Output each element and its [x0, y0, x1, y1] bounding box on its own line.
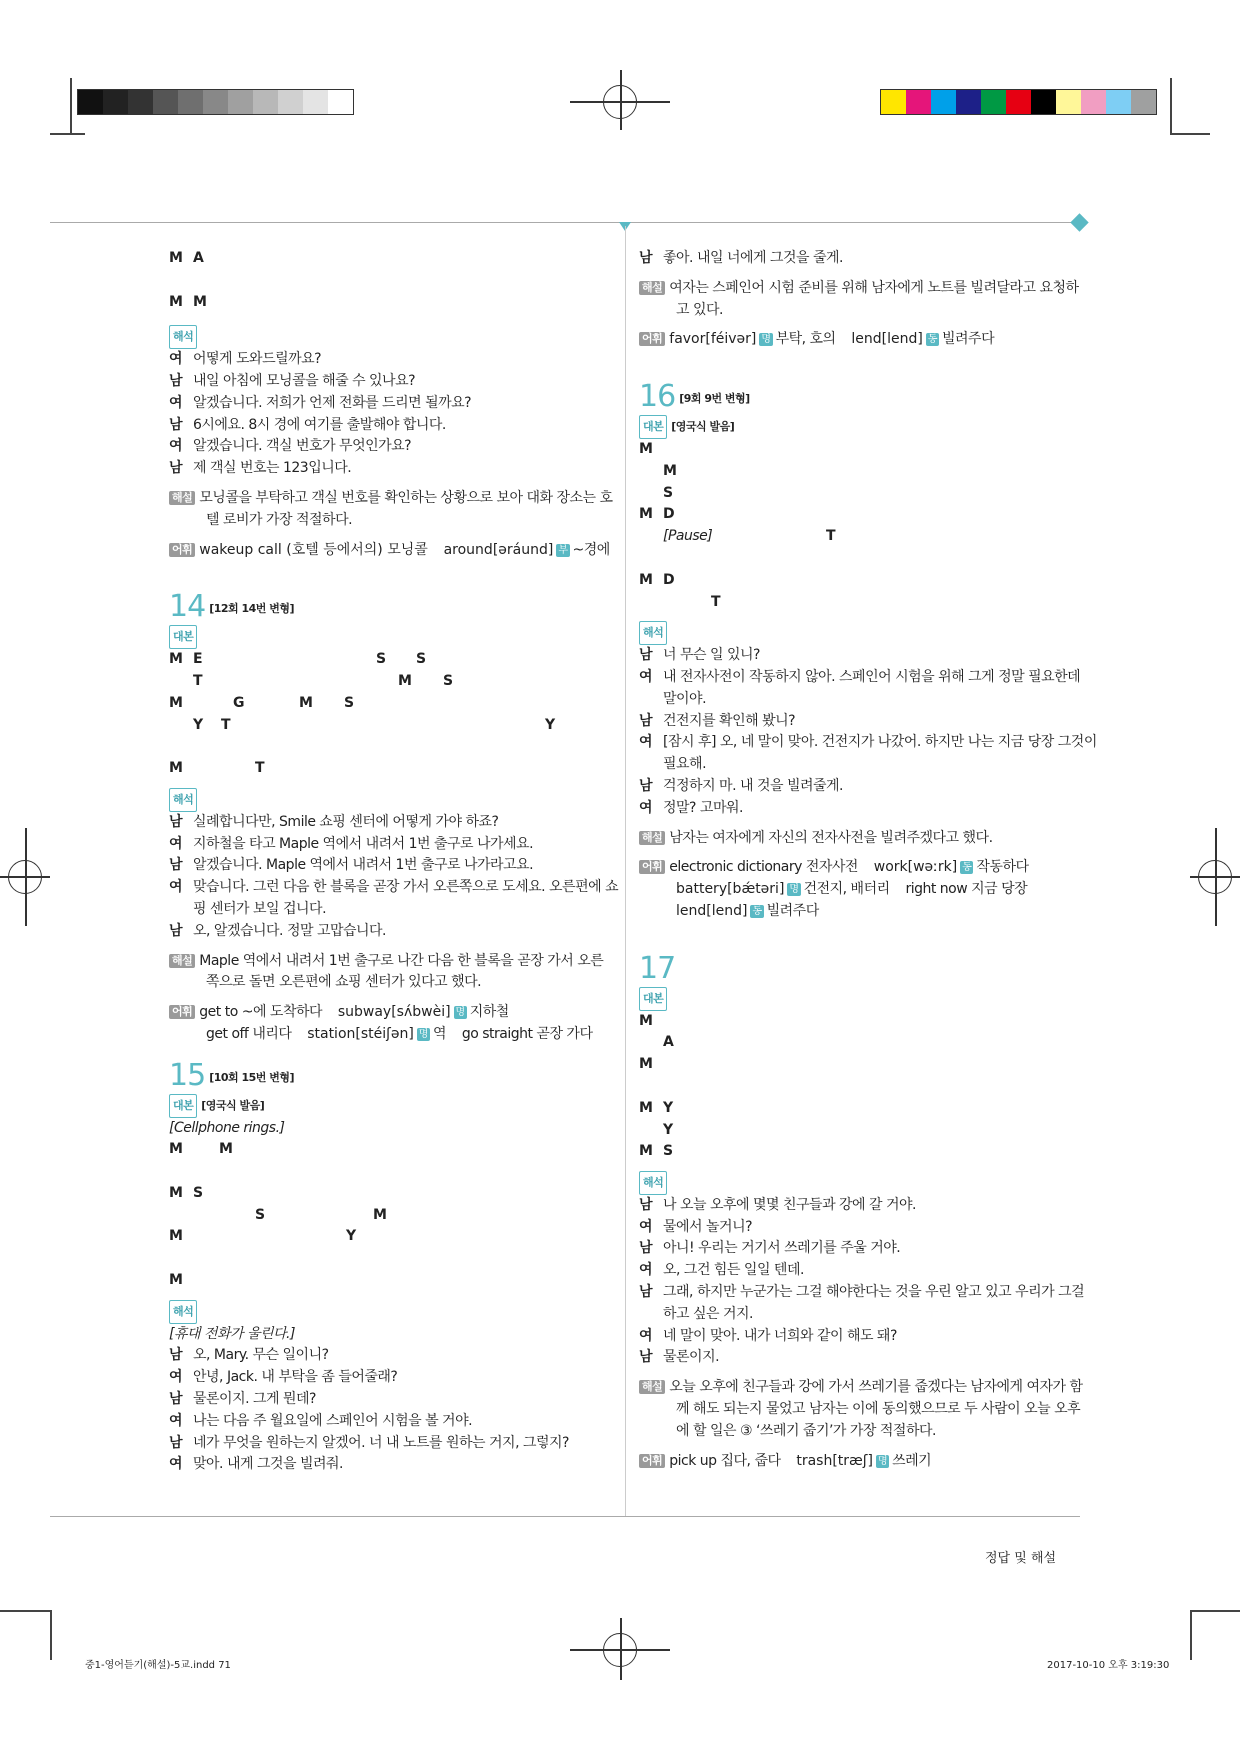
script-label: 대본 — [639, 987, 667, 1011]
page-footer-label: 정답 및 해설 — [985, 1551, 1057, 1566]
vocabulary: lend[lend] 동 빌려주다 — [676, 902, 819, 919]
script-line: M M — [169, 293, 207, 310]
print-slug-filename: 중1-영어듣기(해설)-5교.indd 71 — [85, 1660, 231, 1671]
script-label: 대본 — [169, 1094, 197, 1118]
script-line: M M — [169, 1141, 233, 1158]
explanation: 고 있다. — [676, 301, 723, 318]
script-line: M S — [169, 1184, 203, 1201]
explanation: 쪽으로 돌면 오른편에 쇼핑 센터가 있다고 했다. — [206, 974, 482, 991]
script-line: M D — [639, 571, 675, 588]
translation-line: 여 지하철을 타고 Maple 역에서 내려서 1번 출구로 나가세요. — [169, 835, 534, 852]
translation-line: 여 내 전자사전이 작동하지 않아. 스페인어 시험을 위해 그게 정말 필요한데 — [639, 668, 1081, 685]
question-number: 14 — [169, 589, 206, 625]
color-swatch — [981, 90, 1006, 114]
vocabulary: 어휘 pick up 집다, 줍다 trash[træʃ] 명 쓰레기 — [639, 1451, 1084, 1473]
script-line: Y — [663, 1121, 673, 1138]
translation-line: 여 오, 그건 힘든 일일 텐데. — [639, 1262, 804, 1279]
vocabulary: 어휘 get to ~에 도착하다 subway[sʌ́bwèi] 명 지하철 — [169, 1002, 614, 1024]
color-swatch — [303, 90, 328, 114]
translation-label: 해석 — [639, 621, 667, 645]
color-swatch — [1006, 90, 1031, 114]
script-line: M A — [169, 250, 204, 266]
translation-line: 남 좋아. 내일 너에게 그것을 줄게. — [639, 250, 843, 266]
script-label: 대본 — [169, 625, 197, 649]
translation-line: 남 건전지를 확인해 봤니? — [639, 712, 796, 729]
explanation: 해설 오늘 오후에 친구들과 강에 가서 쓰레기를 줍겠다는 남자에게 여자가 함 — [639, 1377, 1084, 1399]
color-swatch — [881, 90, 906, 114]
script-line: M D — [639, 506, 675, 523]
question-source: [9회 9번 변형] — [679, 392, 750, 406]
translation-line: 하고 싶은 거지. — [663, 1305, 753, 1322]
explanation: 에 할 일은 ③ ‘쓰레기 줍기’가 가장 적절하다. — [676, 1422, 936, 1439]
script-line: S M — [255, 1206, 387, 1223]
script-line: M — [639, 440, 653, 457]
translation-line: 남 실례합니다만, Smile 쇼핑 센터에 어떻게 가야 하죠? — [169, 813, 499, 830]
question-source: [12회 14번 변형] — [209, 602, 295, 616]
script-line: M — [663, 462, 677, 479]
color-bar — [880, 89, 1157, 115]
vocabulary: 어휘 wakeup call (호텔 등에서의) 모닝콜 around[əráund] 부 ~경에 — [169, 540, 614, 562]
header-rule — [50, 222, 1080, 223]
color-swatch — [203, 90, 228, 114]
translation-label: 해석 — [169, 1300, 197, 1324]
color-swatch — [178, 90, 203, 114]
script-line: Y T Y — [193, 716, 555, 733]
column-divider — [625, 226, 626, 1516]
translation-line: 여 어떻게 도와드릴까요? — [169, 351, 322, 368]
color-swatch — [956, 90, 981, 114]
translation-line: 남 알겠습니다. Maple 역에서 내려서 1번 출구로 나가라고요. — [169, 857, 534, 874]
explanation: 해설 Maple 역에서 내려서 1번 출구로 나간 다음 한 블록을 곧장 가서 오른 — [169, 951, 614, 973]
crop-mark — [50, 1610, 52, 1660]
explanation: 해설 여자는 스페인어 시험 준비를 위해 남자에게 노트를 빌려달라고 요청하 — [639, 278, 1084, 300]
script-line: [Pause] T — [663, 528, 836, 545]
color-swatch — [931, 90, 956, 114]
color-swatch — [1131, 90, 1156, 114]
translation-line: 남 오, Mary. 무슨 일이니? — [169, 1347, 329, 1364]
translation-line: 여 정말? 고마워. — [639, 799, 743, 816]
registration-mark — [620, 70, 622, 130]
translation-line: 남 제 객실 번호는 123입니다. — [169, 460, 352, 477]
accent-note: [영국식 발음] — [201, 1098, 265, 1112]
translation-line: 여 나는 다음 주 월요일에 스페인어 시험을 볼 거야. — [169, 1412, 473, 1429]
color-swatch — [1056, 90, 1081, 114]
script-label: 대본 — [639, 415, 667, 439]
translation-label: 해석 — [639, 1171, 667, 1195]
translation-line: 여 물에서 놀거니? — [639, 1218, 753, 1235]
translation-line: 필요해. — [663, 756, 707, 773]
left-column — [169, 248, 619, 1476]
color-swatch — [906, 90, 931, 114]
translation-line: 남 물론이지. — [639, 1349, 720, 1366]
script-line: M Y — [169, 1228, 356, 1245]
script-line: A — [663, 1034, 674, 1051]
question-number: 17 — [639, 950, 676, 986]
crop-mark — [50, 133, 85, 135]
translation-line: 남 네가 무엇을 원하는지 알겠어. 너 내 노트를 원하는 거지, 그렇지? — [169, 1434, 569, 1451]
script-line: M Y — [639, 1099, 673, 1116]
explanation: 해설 모닝콜을 부탁하고 객실 번호를 확인하는 상황으로 보아 대화 장소는 호 — [169, 488, 614, 510]
translation-line: 여 안녕, Jack. 내 부탁을 좀 들어줄래? — [169, 1369, 398, 1386]
crop-mark — [70, 78, 72, 133]
color-swatch — [153, 90, 178, 114]
script-line: M — [639, 1056, 653, 1073]
translation-line: 남 오, 알겠습니다. 정말 고맙습니다. — [169, 922, 387, 939]
translation-line: 여 네 말이 맞아. 내가 너희와 같이 해도 돼? — [639, 1327, 897, 1344]
color-swatch — [253, 90, 278, 114]
script-line: M T — [169, 760, 265, 777]
vocabulary: battery[bǽtəri] 명 건전지, 배터리 right now 지금 당장 — [676, 881, 1028, 898]
translation-label: 해석 — [169, 788, 197, 812]
color-swatch — [78, 90, 103, 114]
translation-line: 남 너 무슨 일 있니? — [639, 647, 760, 664]
translation-line: 남 나 오늘 오후에 몇몇 친구들과 강에 갈 거야. — [639, 1196, 917, 1213]
grayscale-bar — [77, 89, 354, 115]
color-swatch — [1106, 90, 1131, 114]
color-swatch — [328, 90, 353, 114]
explanation: 해설 남자는 여자에게 자신의 전자사전을 빌려주겠다고 했다. — [639, 828, 1084, 850]
question-number: 15 — [169, 1057, 206, 1093]
color-swatch — [1081, 90, 1106, 114]
crop-mark — [0, 1610, 50, 1612]
translation-line: 여 맞습니다. 그런 다음 한 블록을 곧장 가서 오른쪽으로 도세요. 오른편에 쇼 — [169, 879, 619, 896]
color-swatch — [228, 90, 253, 114]
color-swatch — [1031, 90, 1056, 114]
color-swatch — [278, 90, 303, 114]
script-line: M E S S — [169, 651, 426, 668]
color-swatch — [103, 90, 128, 114]
translation-line: 여 맞아. 내게 그것을 빌려줘. — [169, 1456, 343, 1473]
stage-direction: [휴대 전화가 울린다.] — [169, 1325, 295, 1342]
print-slug-timestamp: 2017-10-10 오후 3:19:30 — [1047, 1660, 1170, 1671]
crop-mark — [1190, 1610, 1192, 1660]
question-source: [10회 15번 변형] — [209, 1070, 295, 1084]
explanation: 텔 로비가 가장 적절하다. — [206, 511, 353, 528]
translation-line: 남 아니! 우리는 거기서 쓰레기를 주울 거야. — [639, 1240, 901, 1257]
right-column — [639, 248, 1097, 1472]
explanation: 께 해도 되는지 물었고 남자는 이에 동의했으므로 두 사람이 오늘 오후 — [676, 1401, 1081, 1418]
translation-line: 남 6시에요. 8시 경에 여기를 출발해야 합니다. — [169, 416, 446, 433]
script-line: M — [639, 1012, 653, 1029]
translation-line: 여 [잠시 후] 오, 네 말이 맞아. 건전지가 나갔어. 하지만 나는 지금 당장 그것이 — [639, 734, 1097, 751]
translation-line: 말이야. — [663, 690, 707, 707]
script-line: M — [169, 1272, 183, 1289]
color-swatch — [128, 90, 153, 114]
translation-line: 여 알겠습니다. 객실 번호가 무엇인가요? — [169, 438, 412, 455]
script-line: M S — [639, 1143, 673, 1160]
translation-line: 핑 센터가 보일 겁니다. — [193, 900, 327, 917]
translation-label: 해석 — [169, 325, 197, 349]
script-line: S — [663, 484, 673, 501]
vocabulary: 어휘 favor[féivər] 명 부탁, 호의 lend[lend] 동 빌려주다 — [639, 329, 1084, 351]
script-line: T M S — [193, 672, 453, 689]
registration-mark — [620, 1618, 622, 1680]
script-line: M G M S — [169, 694, 354, 711]
translation-line: 여 알겠습니다. 저희가 언제 전화를 드리면 될까요? — [169, 394, 472, 411]
stage-direction: [Cellphone rings.] — [169, 1119, 285, 1136]
translation-line: 남 내일 아침에 모닝콜을 해줄 수 있나요? — [169, 372, 416, 389]
crop-mark — [1170, 78, 1172, 133]
accent-note: [영국식 발음] — [671, 420, 735, 434]
translation-line: 남 걱정하지 마. 내 것을 빌려줄게. — [639, 777, 843, 794]
registration-mark — [25, 828, 27, 926]
translation-line: 남 물론이지. 그게 뭔데? — [169, 1391, 316, 1408]
vocabulary: get off 내리다 station[stéiʃən] 명 역 go straight 곧장 가다 — [206, 1025, 593, 1042]
registration-mark — [1215, 828, 1217, 926]
diamond-ornament — [1070, 213, 1088, 231]
vocabulary: 어휘 electronic dictionary 전자사전 work[wəːrk] 동 작동하다 — [639, 857, 1084, 879]
question-number: 16 — [639, 379, 676, 415]
crop-mark — [1170, 133, 1210, 135]
footer-rule — [50, 1516, 1080, 1517]
crop-mark — [1190, 1610, 1240, 1612]
script-line: T — [711, 593, 721, 610]
translation-line: 남 그래, 하지만 누군가는 그걸 해야한다는 것을 우린 알고 있고 우리가 그걸 — [639, 1284, 1085, 1301]
